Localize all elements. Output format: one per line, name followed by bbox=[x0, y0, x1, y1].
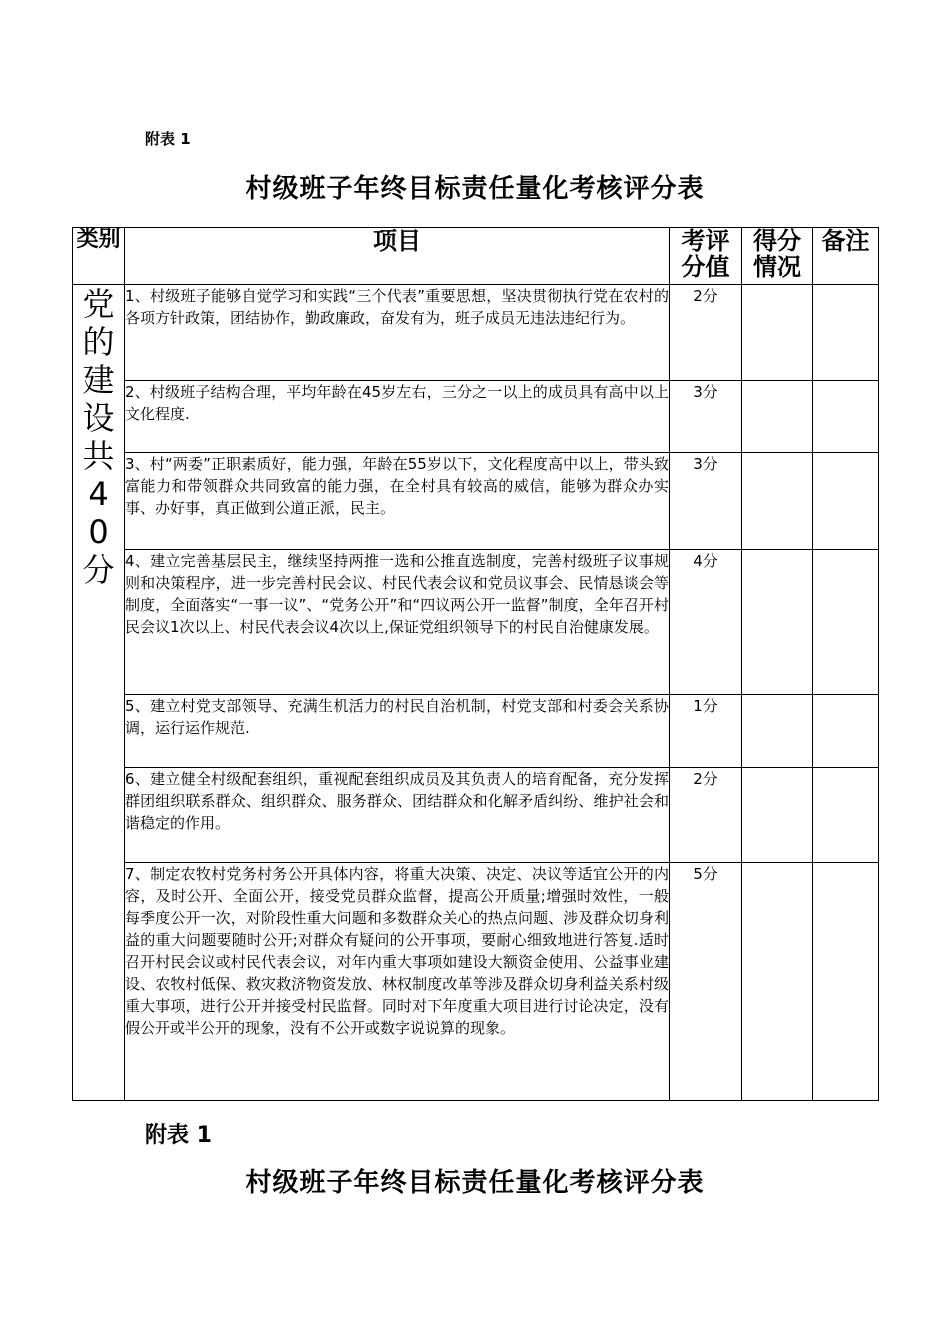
obtained-cell[interactable] bbox=[742, 550, 813, 695]
obtained-cell[interactable] bbox=[742, 695, 813, 768]
remark-cell[interactable] bbox=[813, 695, 879, 768]
category-char: 4 bbox=[88, 475, 109, 513]
item-text: 4、建立完善基层民主，继续坚持两推一选和公推直选制度，完善村级班子议事规则和决策程序，进一步完善村民会议、村民代表会议和党员议事会、民情恳谈会等制度，全面落实“一事一议”、“党务公开”和“四议两公开一监督”制度，全年召开村民会议1次以上、村民代表会议4次以上,保证党组织领导下的村民自治健康发展。 bbox=[125, 550, 670, 695]
item-text: 1、村级班子能够自觉学习和实践“三个代表”重要思想，坚决贯彻执行党在农村的各项方针政策，团结协作，勤政廉政，奋发有为，班子成员无违法违纪行为。 bbox=[125, 285, 670, 381]
category-cell bbox=[73, 285, 125, 1101]
category-char: 的 bbox=[82, 323, 115, 361]
obtained-cell[interactable] bbox=[742, 285, 813, 381]
score-table bbox=[72, 227, 879, 1101]
score-value: 5分 bbox=[670, 863, 742, 1101]
header-remark: 备注 bbox=[813, 228, 879, 285]
score-value: 2分 bbox=[670, 285, 742, 381]
obtained-cell[interactable] bbox=[742, 381, 813, 453]
remark-cell[interactable] bbox=[813, 381, 879, 453]
page-title: 村级班子年终目标责任量化考核评分表 bbox=[245, 174, 705, 204]
item-text: 6、建立健全村级配套组织，重视配套组织成员及其负责人的培育配备，充分发挥群团组织联系群众、组织群众、服务群众、团结群众和化解矛盾纠纷、维护社会和谐稳定的作用。 bbox=[125, 768, 670, 863]
category-char: 建 bbox=[82, 361, 115, 399]
header-score: 考评分值 bbox=[670, 228, 742, 285]
header-category: 类别 bbox=[73, 228, 125, 285]
table-row bbox=[73, 453, 879, 550]
category-char: 党 bbox=[82, 285, 115, 323]
obtained-cell[interactable] bbox=[742, 768, 813, 863]
remark-cell[interactable] bbox=[813, 453, 879, 550]
item-text: 7、制定农牧村党务村务公开具体内容，将重大决策、决定、决议等适宜公开的内容，及时公开、全面公开，接受党员群众监督，提高公开质量;增强时效性，一般每季度公开一次，对阶段性重大问题和多数群众关心的热点问题、涉及群众切身利益的重大问题要随时公开;对群众有疑问的公开事项，要耐心细致地进行答复.适时召开村民会议或村民代表会议，对年内重大事项如建设大额资金使用、公益事业建设、农牧村低保、救灾救济物资发放、林权制度改革等涉及群众切身利益关系村级重大事项，进行公开并接受村民监督。同时对下年度重大项目进行讨论决定，没有假公开或半公开的现象，没有不公开或数字说说算的现象。 bbox=[125, 863, 670, 1101]
table-row bbox=[73, 381, 879, 453]
score-value: 4分 bbox=[670, 550, 742, 695]
remark-cell[interactable] bbox=[813, 285, 879, 381]
annex-label-repeat: 附表 1 bbox=[145, 1123, 212, 1148]
table-row bbox=[73, 550, 879, 695]
category-char: 共 bbox=[82, 437, 115, 475]
page-title-repeat: 村级班子年终目标责任量化考核评分表 bbox=[245, 1168, 705, 1198]
obtained-cell[interactable] bbox=[742, 863, 813, 1101]
obtained-cell[interactable] bbox=[742, 453, 813, 550]
table-row bbox=[73, 863, 879, 1101]
score-value: 1分 bbox=[670, 695, 742, 768]
item-text: 3、村“两委”正职素质好，能力强，年龄在55岁以下，文化程度高中以上，带头致富能力和带领群众共同致富的能力强，在全村具有较高的威信，能够为群众办实事、办好事，真正做到公道正派，民主。 bbox=[125, 453, 670, 550]
remark-cell[interactable] bbox=[813, 768, 879, 863]
table-row bbox=[73, 695, 879, 768]
item-text: 5、建立村党支部领导、充满生机活力的村民自治机制，村党支部和村委会关系协调，运行运作规范. bbox=[125, 695, 670, 768]
category-char: 分 bbox=[82, 551, 115, 589]
category-char: 0 bbox=[88, 513, 109, 551]
category-char: 设 bbox=[82, 399, 115, 437]
annex-label: 附表 1 bbox=[145, 130, 191, 148]
score-value: 3分 bbox=[670, 381, 742, 453]
remark-cell[interactable] bbox=[813, 863, 879, 1101]
item-text: 2、村级班子结构合理，平均年龄在45岁左右，三分之一以上的成员具有高中以上文化程度. bbox=[125, 381, 670, 453]
table-row bbox=[73, 285, 879, 381]
table-row bbox=[73, 768, 879, 863]
header-obtained: 得分情况 bbox=[742, 228, 813, 285]
score-value: 2分 bbox=[670, 768, 742, 863]
header-item: 项目 bbox=[125, 228, 670, 285]
score-value: 3分 bbox=[670, 453, 742, 550]
header-row bbox=[73, 228, 879, 285]
remark-cell[interactable] bbox=[813, 550, 879, 695]
